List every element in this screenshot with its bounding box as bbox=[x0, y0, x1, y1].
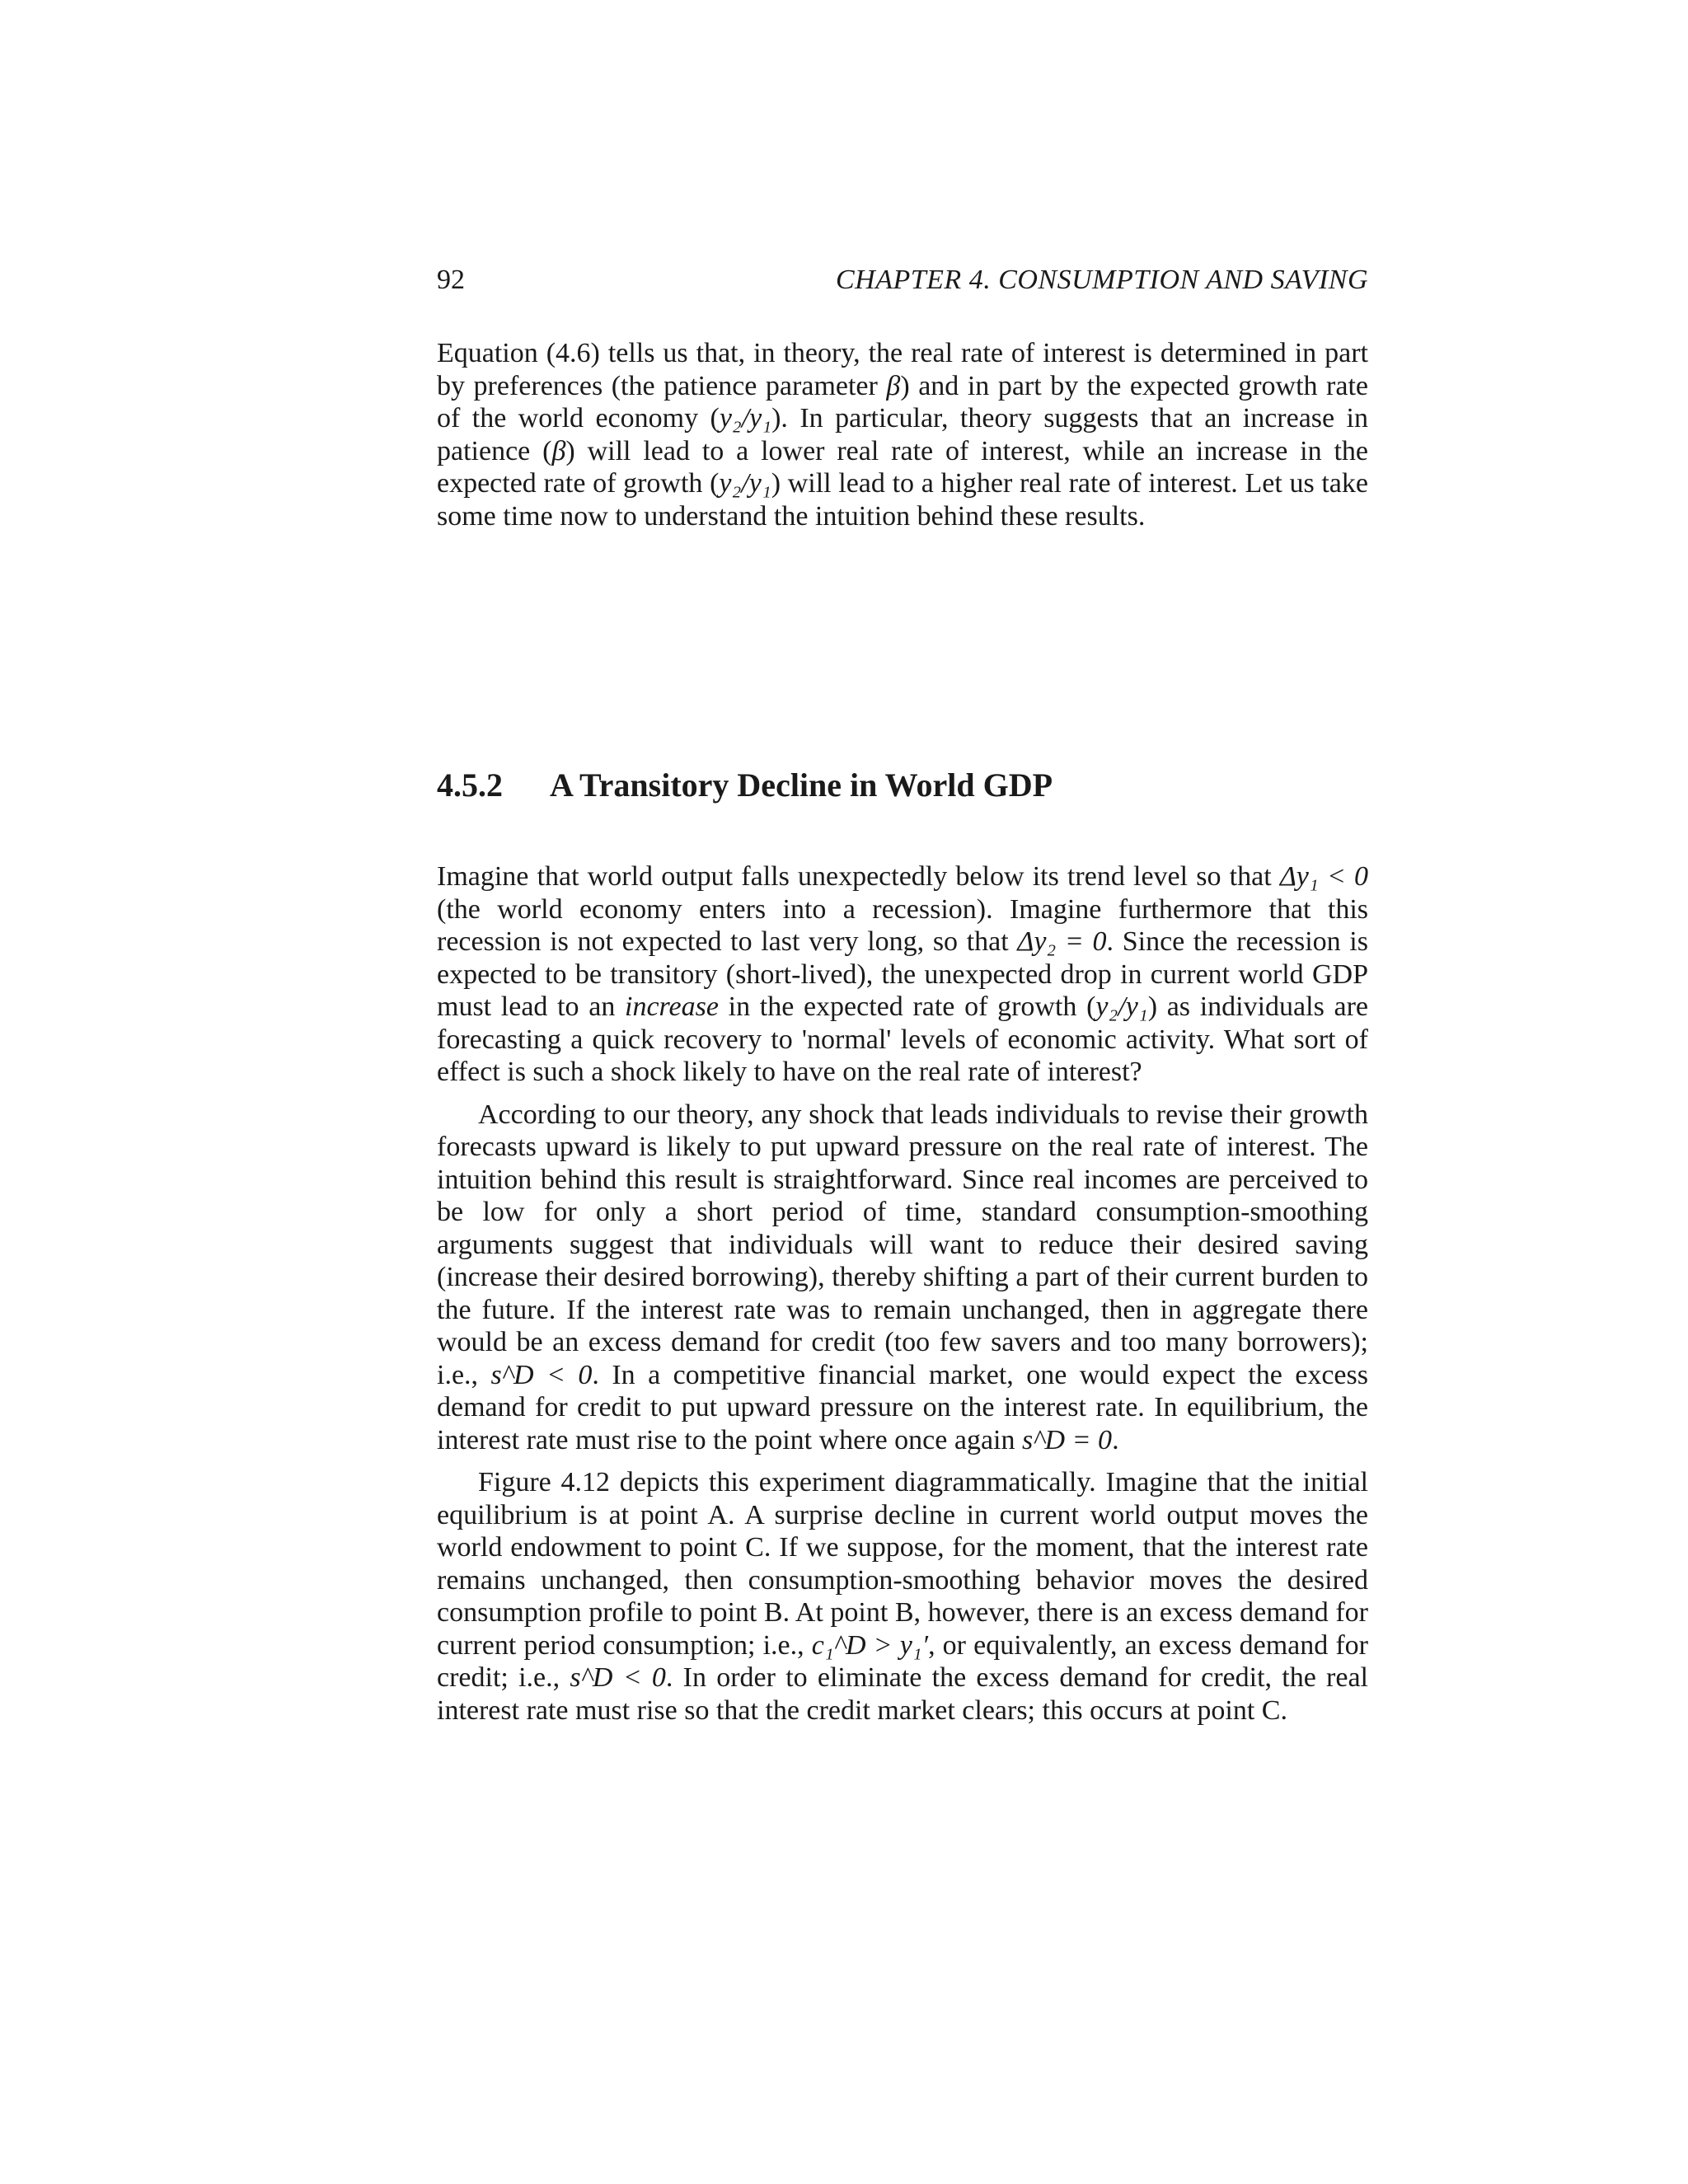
savings-expression: s^D < 0 bbox=[490, 1359, 593, 1390]
running-head: CHAPTER 4. CONSUMPTION AND SAVING bbox=[835, 265, 1368, 295]
section-heading bbox=[437, 765, 1368, 806]
beta-symbol: β bbox=[551, 435, 566, 466]
beta-symbol: β bbox=[886, 370, 901, 401]
growth-ratio: y₂/y₁ bbox=[719, 468, 771, 499]
body-text-section bbox=[437, 860, 1368, 1727]
paragraph-figure: Figure 4.12 depicts this experiment diagrammatically. Imagine that the initial equilibrium is at point A. A surprise decline in current world output moves the world endowment to point C. If we suppose, for the moment, that the interest rate remains unchanged, then consumption-smoothing behavior moves the desired consumption profile to point B. At point B, however, there is an excess demand for current period consumption; i.e., c₁^D > y₁′, or equivalently, an excess demand for credit; i.e., s^D < 0. In order to eliminate the excess demand for credit, the real interest rate must rise so that the credit market clears; this occurs at point C. bbox=[437, 1467, 1368, 1726]
emphasis-increase: increase bbox=[625, 991, 719, 1022]
savings-expression: s^D < 0 bbox=[570, 1662, 666, 1693]
growth-ratio: y₂/y₁ bbox=[1095, 991, 1148, 1022]
delta-y1-expression: Δy₁ < 0 bbox=[1279, 861, 1368, 892]
section-number: 4.5.2 bbox=[437, 766, 503, 804]
consumption-expression: c₁^D > y₁′ bbox=[811, 1629, 929, 1661]
page-header bbox=[437, 262, 1368, 298]
body-text-top bbox=[437, 337, 1368, 532]
savings-expression: s^D = 0 bbox=[1021, 1424, 1113, 1455]
paragraph-recession: Imagine that world output falls unexpectedly below its trend level so that Δy₁ < 0 (the world economy enters into a recession). Imagine furthermore that this recession is not expected to last very long, so that Δy₂ = 0. Since the recession is expected to be transitory (short-lived), the unexpected drop in current world GDP must lead to an increase in the expected rate of growth (y₂/y₁) as individuals are forecasting a quick recovery to 'normal' levels of economic activity. What sort of effect is such a shock likely to have on the real rate of interest? bbox=[437, 861, 1368, 1087]
growth-ratio: y₂/y₁ bbox=[719, 403, 772, 434]
paragraph-equation-discussion: Equation (4.6) tells us that, in theory, the real rate of interest is determined in part by preferences (the patience parameter β) and in part by the expected growth rate of the world economy (y₂/y₁). In particular, theory suggests that an increase in patience (β) will lead to a lower real rate of interest, while an increase in the expected rate of growth (y₂/y₁) will lead to a higher real rate of interest. Let us take some time now to understand the intuition behind these results. bbox=[437, 338, 1369, 532]
paragraph-theory: According to our theory, any shock that leads individuals to revise their growth forecasts upward is likely to put upward pressure on the real rate of interest. The intuition behind this result is straightforward. Since real incomes are perceived to be low for only a short period of time, standard consumption-smoothing arguments suggest that individuals will want to reduce their desired saving (increase their desired borrowing), thereby shifting a part of their current burden to the future. If the interest rate was to remain unchanged, then in aggregate there would be an excess demand for credit (too few savers and too many borrowers); i.e., s^D < 0. In a competitive financial market, one would expect the excess demand for credit to put upward pressure on the interest rate. In equilibrium, the interest rate must rise to the point where once again s^D = 0. bbox=[437, 1099, 1368, 1455]
section-title: A Transitory Decline in World GDP bbox=[550, 766, 1053, 804]
delta-y2-expression: Δy₂ = 0 bbox=[1017, 926, 1107, 957]
page-number: 92 bbox=[437, 265, 465, 295]
